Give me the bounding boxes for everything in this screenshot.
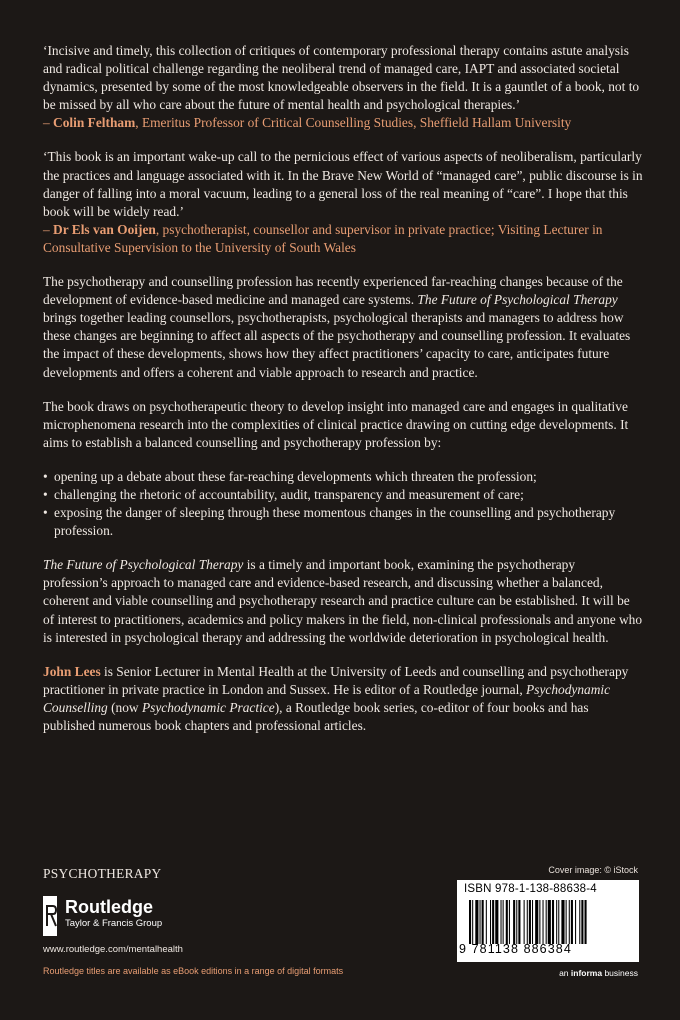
barcode-digits: 9 781138 886384: [459, 942, 572, 956]
barcode-bar: [566, 900, 567, 944]
list-item: • opening up a debate about these far-reaching developments which threaten the profession;: [43, 468, 643, 486]
routledge-logo-icon: [43, 896, 61, 936]
cover-text: [43, 42, 643, 751]
text-run: brings together leading counsellors, psychotherapists, psychological therapists and managers to address how these changes are beginning to affect all aspects of the psychotherapy and counselling profession. It evaluates the impact of these developments, shows how they affect practitioners’ capacity to care, anticipates future developments and offers a coherent and viable approach to research and practice.: [43, 310, 631, 380]
barcode-bar: [556, 900, 557, 944]
barcode-bar: [585, 900, 587, 944]
barcode-bar: [482, 900, 484, 944]
ebook-note: Routledge titles are available as eBook editions in a range of digital formats: [43, 966, 344, 976]
barcode-bar: [529, 900, 531, 944]
website-link: www.routledge.com/mentalhealth: [43, 944, 183, 955]
barcode-bar: [539, 900, 540, 944]
barcode-bar: [486, 900, 487, 944]
barcode-bar: [503, 900, 504, 944]
barcode-bar: [527, 900, 528, 944]
isbn-barcode: [457, 880, 639, 962]
barcode-bar: [472, 900, 473, 944]
barcode-bar: [501, 900, 502, 944]
endorsement-1: [43, 42, 643, 132]
list-item: • exposing the danger of sleeping through these momentous changes in the counselling and psychotherapy profession.: [43, 504, 643, 540]
book-title: The Future of Psychological Therapy: [43, 557, 244, 573]
barcode-bar: [509, 900, 510, 944]
subject-category: PSYCHOTHERAPY: [43, 866, 162, 881]
barcode-bar: [490, 900, 491, 944]
informa-note: [559, 968, 638, 978]
barcode-bar: [546, 900, 547, 944]
barcode-bar: [579, 900, 580, 944]
dash: –: [43, 221, 54, 237]
text-run: is Senior Lecturer in Mental Health at the University of Leeds and counselling and psychotherapy practitioner in private practice in London and Sussex. He is editor of a Routledge journal,: [43, 663, 629, 697]
endorsement-2-text: ‘This book is an important wake-up call to the pernicious effect of various aspects of neoliberalism, particularly the practices and language associated with it. In the Brave New World of “managed care”, public discourse is in danger of falling into a moral vacuum, leading to a general loss of the real meaning of “care”. I hope that this book will be widely read.’: [43, 149, 643, 219]
barcode-bar: [548, 900, 551, 944]
text-run: an: [559, 968, 571, 978]
barcode-bar: [524, 900, 525, 944]
barcode-icon: [469, 900, 633, 944]
endorser-name: Dr Els van Ooijen: [53, 221, 156, 237]
cover-image-credit: Cover image: © iStock: [548, 865, 638, 875]
description-paragraph-1: [43, 273, 643, 382]
barcode-bar: [492, 900, 494, 944]
text-run: The psychotherapy and counselling profession has recently experienced far-reaching changes because of the development of evidence-based medicine and managed care systems.: [43, 274, 623, 308]
book-title: The Future of Psychological Therapy: [417, 292, 618, 308]
publisher-name: Routledge: [65, 897, 153, 917]
barcode-bar: [558, 900, 559, 944]
description-paragraph-3: [43, 556, 643, 646]
dash: –: [43, 115, 54, 131]
barcode-bar: [571, 900, 573, 944]
aims-list: [43, 468, 643, 540]
barcode-bar: [469, 900, 471, 944]
barcode-bar: [535, 900, 538, 944]
barcode-bar: [569, 900, 570, 944]
endorser-affiliation: , Emeritus Professor of Critical Counselling Studies, Sheffield Hallam University: [135, 115, 572, 131]
barcode-bar: [506, 900, 508, 944]
informa-brand: informa: [570, 968, 603, 978]
text-run: is a timely and important book, examining the psychotherapy profession’s approach to managed care and evidence-based research, and discussing whether a balanced, coherent and viable counselling and psychotherapy research and practice culture can be established. It will be of interest to practitioners, academics and policy makers in the field, non-clinical professionals and anyone who is interested in psychological therapy and addressing the worldwide deterioration in psychological health.: [43, 557, 643, 645]
endorser-affiliation: , psychotherapist, counsellor and supervisor in private practice; Visiting Lecturer in Consultative Supervision to the University of South Wales: [43, 221, 603, 255]
description-paragraph-2: The book draws on psychotherapeutic theory to develop insight into managed care and engages in qualitative microphenomena research into the complexities of clinical practice drawing on cutting edge developments. It aims to establish a balanced counselling and psychotherapy profession by:: [43, 398, 629, 450]
barcode-bar: [575, 900, 576, 944]
barcode-bar: [513, 900, 515, 944]
publisher-logo: [43, 896, 243, 936]
text-run: (now: [107, 699, 142, 715]
endorsement-1-text: ‘Incisive and timely, this collection of critiques of contemporary professional therapy contains astute analysis and radical political challenge regarding the neoliberal trend of managed care, IAPT and associated societal dynamics, presented by some of the most knowledgeable observers in the field. It is a gauntlet of a book, not to be missed by all who care about the future of mental health and psychological therapies.’: [43, 43, 640, 113]
author-bio: [43, 663, 643, 735]
barcode-bar: [516, 900, 517, 944]
barcode-bar: [552, 900, 554, 944]
list-item: • challenging the rhetoric of accountability, audit, transparency and measurement of care;: [43, 486, 643, 504]
endorsement-1-attribution: [43, 114, 643, 132]
isbn-label: ISBN 978-1-138-88638-4: [464, 883, 597, 895]
barcode-bar: [532, 900, 533, 944]
publisher-group: Taylor & Francis Group: [65, 918, 163, 929]
endorser-name: Colin Feltham: [53, 115, 136, 131]
barcode-bar: [495, 900, 498, 944]
barcode-bar: [518, 900, 520, 944]
author-name: John Lees: [43, 663, 101, 679]
journal-title: Psychodynamic Counselling: [43, 681, 611, 715]
text-run: ), a Routledge book series, co-editor of four books and has published numerous book chapters and professional articles.: [43, 699, 589, 733]
barcode-bar: [543, 900, 544, 944]
journal-title: Psychodynamic Practice: [141, 699, 275, 715]
barcode-bar: [475, 900, 478, 944]
barcode-bar: [581, 900, 583, 944]
barcode-bar: [561, 900, 564, 944]
endorsement-2: [43, 148, 643, 257]
text-run: business: [602, 968, 638, 978]
endorsement-2-attribution: [43, 221, 643, 257]
barcode-bar: [480, 900, 481, 944]
